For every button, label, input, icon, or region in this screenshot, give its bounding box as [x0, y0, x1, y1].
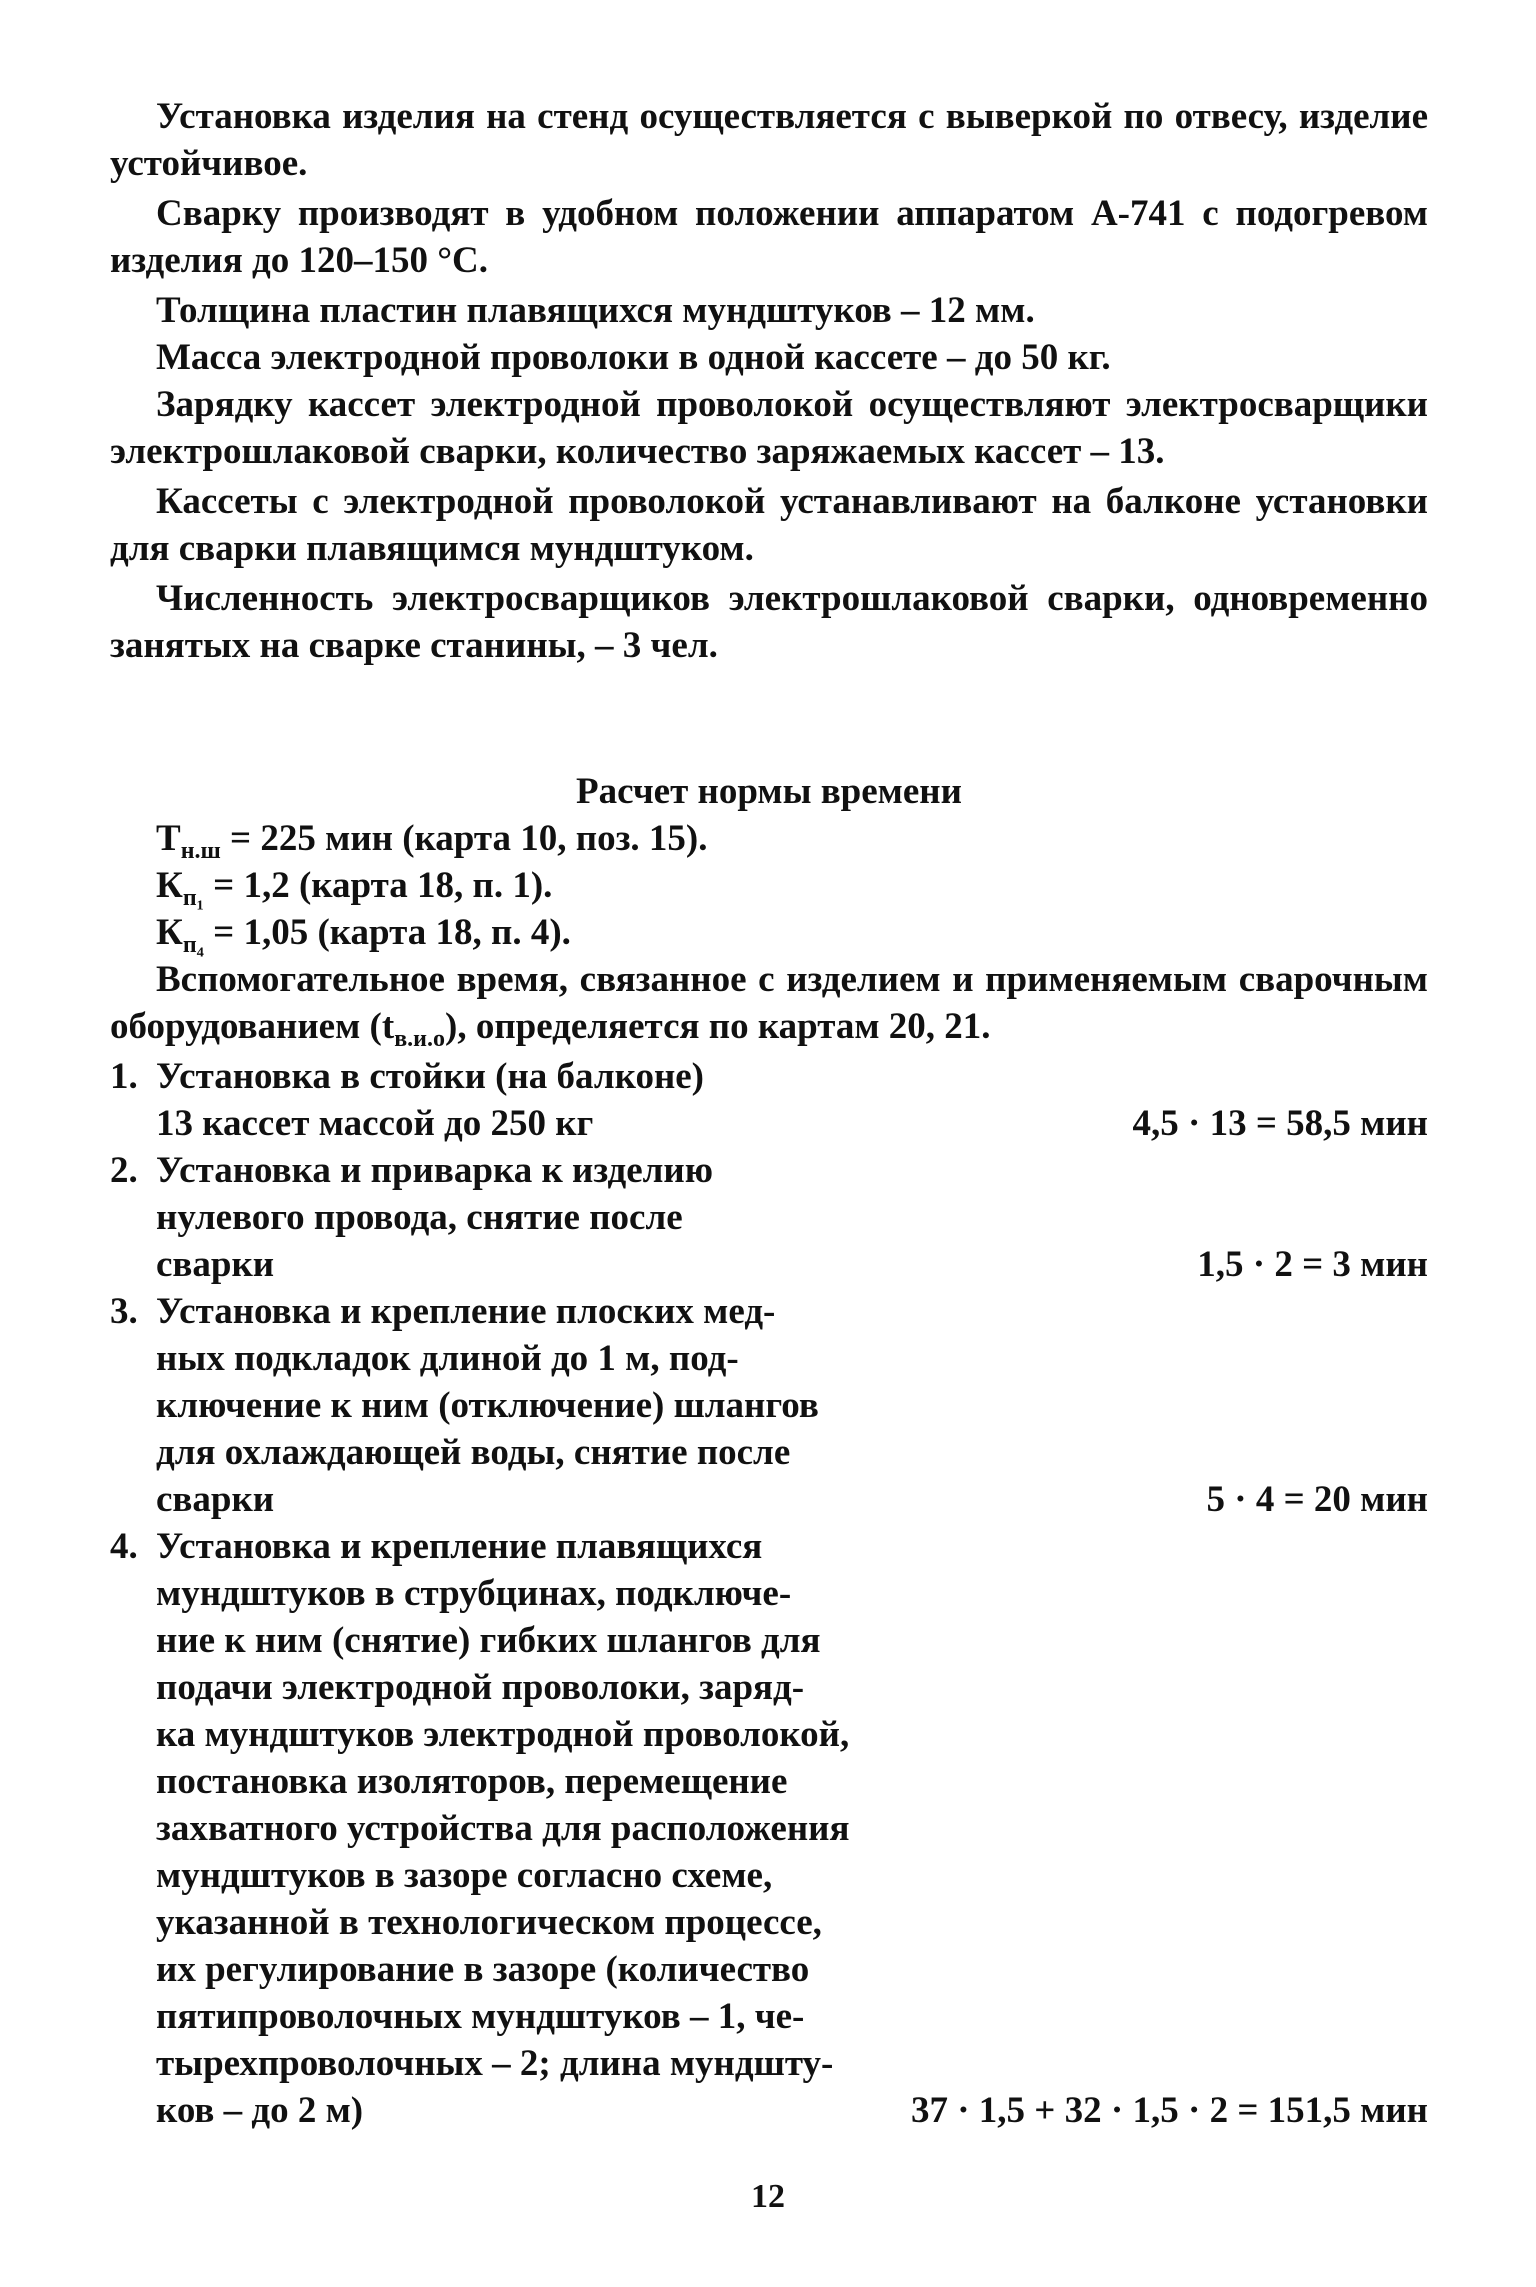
item-line: ков – до 2 м)	[156, 2090, 364, 2131]
item-line: Установка в стойки (на балконе)	[156, 1056, 705, 1097]
paragraph-installation: Установка изделия на стенд осуществляется с выверкой по отвесу, изделие устойчивое.	[110, 96, 1428, 184]
paragraph-welding: Сварку производят в удобном положении аппаратом А-741 с подогревом изделия до 120–150 °С.	[110, 193, 1428, 281]
item-line: ние к ним (снятие) гибких шлангов для	[156, 1620, 821, 1661]
formula-tnsh	[110, 815, 1428, 862]
item-line: Установка и крепление плавящихся	[156, 1526, 763, 1567]
item-text	[110, 1053, 946, 1147]
paragraph-welder-count: Численность электросварщиков электрошлаковой сварки, одновременно занятых на сварке станины, – 3 чел.	[110, 578, 1428, 666]
list-item-2	[110, 1147, 1428, 1288]
item-line: постановка изоляторов, перемещение	[156, 1761, 788, 1802]
formula-text: = 1,2 (карта 18, п. 1).	[203, 865, 553, 906]
list-item-3	[110, 1288, 1428, 1523]
list-item-1	[110, 1053, 1428, 1147]
item-line: сварки	[156, 1244, 275, 1285]
item-line: указанной в технологическом процессе,	[156, 1902, 822, 1943]
item-line: нулевого провода, снятие после	[156, 1197, 683, 1238]
formula-symbol: К	[156, 912, 183, 953]
item-line: подачи электродной проволоки, заряд-	[156, 1667, 805, 1708]
item-number: 1.	[110, 1056, 138, 1097]
item-line: 13 кассет массой до 250 кг	[156, 1103, 594, 1144]
item-line: сварки	[156, 1479, 275, 1520]
formula-text: = 1,05 (карта 18, п. 4).	[203, 912, 571, 953]
item-text	[110, 1147, 946, 1288]
calculation-section	[110, 768, 1428, 2134]
formula-subscript: п₁	[182, 885, 204, 911]
item-line: их регулирование в зазоре (количество	[156, 1949, 810, 1990]
formula-subscript: н.ш	[180, 838, 221, 864]
item-value: 37 · 1,5 + 32 · 1,5 · 2 = 151,5 мин	[910, 2090, 1428, 2131]
aux-text-after: ), определяется по картам 20, 21.	[445, 1006, 991, 1047]
item-value: 4,5 · 13 = 58,5 мин	[1132, 1103, 1428, 1144]
page-number: 12	[751, 2178, 785, 2215]
item-text	[110, 1523, 946, 2134]
item-line: мундштуков в струбцинах, подключе-	[156, 1573, 792, 1614]
item-line: мундштуков в зазоре согласно схеме,	[156, 1855, 773, 1896]
item-line: для охлаждающей воды, снятие после	[156, 1432, 791, 1473]
item-number: 4.	[110, 1526, 138, 1567]
item-line: ка мундштуков электродной проволокой,	[156, 1714, 850, 1755]
item-line: тырехпроволочных – 2; длина мундшту-	[156, 2043, 834, 2084]
item-value: 5 · 4 = 20 мин	[1206, 1479, 1428, 1520]
item-line: ключение к ним (отключение) шлангов	[156, 1385, 819, 1426]
item-line: ных подкладок длиной до 1 м, под-	[156, 1338, 739, 1379]
aux-subscript: в.и.о	[394, 1026, 445, 1052]
paragraph-cassette-placement: Кассеты с электродной проволокой устанавливают на балконе установки для сварки плавящимся мундштуком.	[110, 481, 1428, 569]
list-item-4	[110, 1523, 1428, 2134]
section-title: Расчет нормы времени	[576, 771, 962, 812]
item-line: Установка и крепление плоских мед-	[156, 1291, 776, 1332]
formula-symbol: К	[156, 865, 183, 906]
item-line: пятипроволочных мундштуков – 1, че-	[156, 1996, 805, 2037]
formula-subscript: п₄	[182, 932, 204, 958]
item-text	[110, 1288, 946, 1523]
item-number: 3.	[110, 1291, 138, 1332]
formula-kp1	[110, 862, 1428, 909]
item-number: 2.	[110, 1150, 138, 1191]
formula-text: = 225 мин (карта 10, поз. 15).	[220, 818, 708, 859]
paragraph-aux-time	[110, 956, 1428, 1050]
paragraph-cassette-loading: Зарядку кассет электродной проволокой осуществляют электросварщики электрошлаковой сварки, количество заряжаемых кассет – 13.	[110, 384, 1428, 472]
item-line: Установка и приварка к изделию	[156, 1150, 714, 1191]
paragraph-plate-thickness: Толщина пластин плавящихся мундштуков – 12 мм.	[156, 290, 1035, 331]
aux-text-before: Вспомогательное время, связанное с изделием и применяемым сварочным оборудованием (t	[110, 959, 1428, 1047]
item-value: 1,5 · 2 = 3 мин	[1197, 1244, 1428, 1285]
item-line: захватного устройства для расположения	[156, 1808, 850, 1849]
formula-symbol: Т	[156, 818, 181, 859]
paragraph-wire-mass: Масса электродной проволоки в одной кассете – до 50 кг.	[156, 337, 1111, 378]
formula-kp4	[110, 909, 1428, 956]
intro-section	[110, 93, 1428, 672]
